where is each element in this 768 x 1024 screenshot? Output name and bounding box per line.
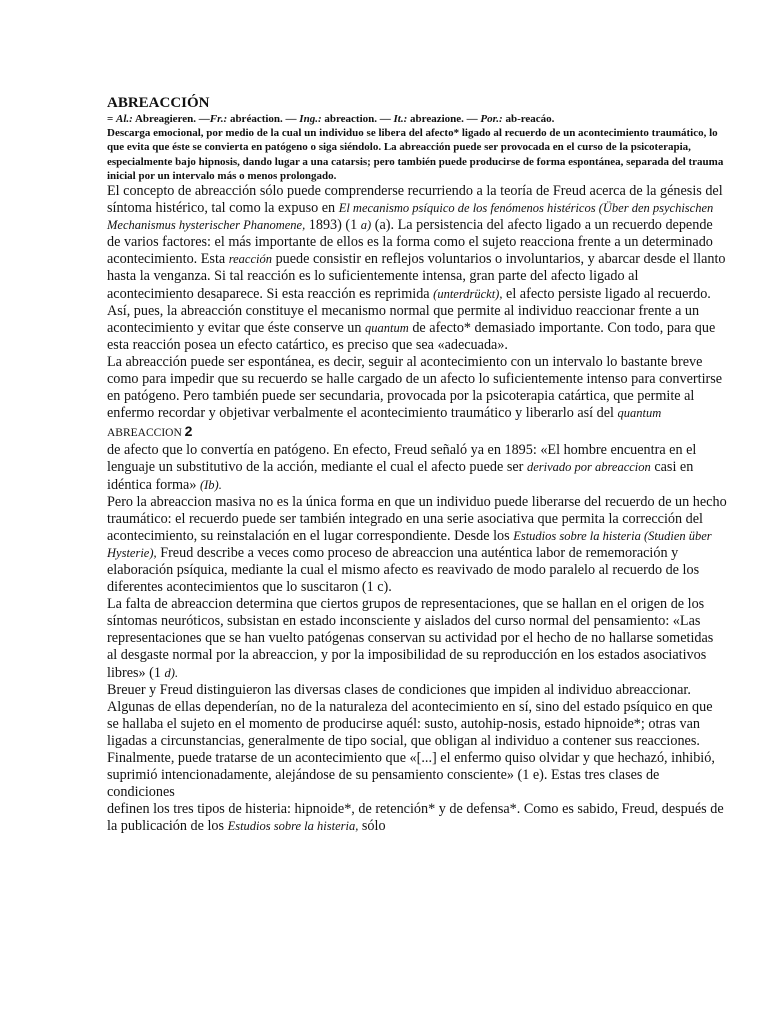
text-run: puede consistir en reflejos voluntarios o involuntarios, y abarcar desde el llanto hasta la venganza. Si tal reacción es lo suficientemente intensa, gran parte del afecto ligado al acontecimiento desaparece. Si esta reacción es reprimida: [107, 251, 726, 302]
translation-ing: abreaction. —: [321, 113, 394, 125]
italic-run: d).: [164, 665, 179, 680]
document-page: [107, 94, 727, 835]
italic-run: a): [360, 218, 372, 233]
entry-header: [107, 112, 727, 183]
paragraph: [107, 442, 727, 493]
text-run: 1893) (1: [305, 217, 361, 234]
translation-por: ab-reacáo.: [502, 113, 555, 125]
translations-line: [107, 112, 727, 126]
translation-fr: abréaction. —: [227, 113, 300, 125]
paragraph: [107, 303, 727, 354]
text-run: casi en idéntica forma»: [107, 459, 694, 493]
paragraph: [107, 354, 727, 422]
page-marker: [107, 422, 727, 442]
lang-label-al: Al.:: [116, 113, 133, 125]
text-run: El concepto de abreacción sólo puede comprenderse recurriendo a la teoría de Freud acerca de la génesis del síntoma histérico, tal como la expuso en: [107, 183, 723, 217]
paragraph: [107, 682, 727, 802]
italic-run: Estudios sobre la histeria (Studien über Hysterie),: [107, 528, 712, 560]
italic-run: quantum: [365, 320, 409, 335]
lang-label-fr: Fr.:: [209, 113, 228, 125]
text-run: Pero la abreaccion masiva no es la única forma en que un individuo puede liberarse del recuerdo de un hecho traumático: el recuerdo puede ser también integrado en una serie asociativa que permita la corrección del acontecimiento, su reinstalación en el lugar correspondiente. Desde los: [107, 493, 727, 544]
body-text: [107, 183, 727, 835]
text-run: Breuer y Freud distinguieron las diversas clases de condiciones que impiden al individuo abreaccionar. Algunas de ellas dependerían, no de la naturaleza del acontecimiento en sí, sino del estado psíquico en que se hallaba el sujeto en el momento de producirse aquél: susto, autohip-nosis, estado hipnoide*; otras van ligadas a circunstancias, generalmente de tipo social, que obligan al individuo a contener sus reacciones. Finalmente, puede tratarse de un acontecimiento que «[...] el enfermo quiso olvidar y que hechazó, inhibió, suprimió intencionadamente, alejándose de su pensamiento consciente» (1 e). Estas tres clases de condiciones: [107, 681, 715, 801]
entry-definition: Descarga emocional, por medio de la cual un individuo se libera del afecto* ligado al recuerdo de un acontecimiento traumático, lo que evita que éste se convierta en patógeno o siga siéndolo. La abreacción puede ser provocada en el curso de la psicoterapia, especialmente bajo hipnosis, dando lugar a una catarsis; pero también puede producirse de forma espontánea, separada del trauma inicial por un intervalo más o menos prolongado.: [107, 127, 724, 182]
italic-run: reacción: [228, 252, 273, 267]
translation-it: abreazione. —: [407, 113, 481, 125]
text-run: el afecto persiste ligado al recuerdo.: [502, 285, 711, 302]
paragraph: [107, 596, 727, 681]
paragraph: [107, 494, 727, 597]
italic-run: quantum: [617, 406, 662, 421]
lang-label-por: Por.:: [480, 113, 503, 125]
text-run: de afecto* demasiado importante. Con todo, para que esta reacción posea un efecto catártico, es preciso que sea «adecuada».: [107, 319, 716, 353]
text-run: de afecto que lo convertía en patógeno. En efecto, Freud señaló ya en 1895: «El hombre encuentra en el lenguaje un substitutivo de la acción, mediante el cual el afecto puede ser: [107, 442, 697, 476]
lang-label-it: It.:: [393, 113, 408, 125]
text-run: (a). La persistencia del afecto ligado a un recuerdo depende de varios factores: el más importante de ellos es la forma como el sujeto reacciona frente a un determinado acontecimiento. Esta: [107, 217, 713, 268]
text-run: La falta de abreaccion determina que ciertos grupos de representaciones, que se hallan en el origen de los síntomas neuróticos, subsistan en estado inconsciente y aislados del curso normal del pensamiento: «Las representaciones que se han vuelto patógenas conservan su actividad por el hecho de no hallarse sometidas al desgaste normal por la abreaccion, y por la imposibilidad de su reproducción en los estados asociativos libres» (1: [107, 596, 714, 681]
text-run: sólo: [358, 818, 386, 835]
italic-run: Estudios sobre la histeria,: [227, 819, 359, 834]
italic-run: (Ib).: [199, 477, 222, 492]
translation-al: Abreagieren. —: [132, 113, 210, 125]
text-run: definen los tres tipos de histeria: hipnoide*, de retención* y de defensa*. Como es sabido, Freud, después de la publicación de los: [107, 801, 724, 835]
italic-run: derivado por abreaccion: [526, 460, 651, 475]
text-run: La abreacción puede ser espontánea, es decir, seguir al acontecimiento con un intervalo lo bastante breve como para impedir que su recuerdo se halle cargado de un afecto lo suficientemente intenso para convertirse en patógeno. Pero también puede ser secundaria, provocada por la psicoterapia catártica, que permite al enfermo recordar y objetivar verbalmente el acontecimiento traumático y liberarlo así del: [107, 353, 723, 422]
page-number: 2: [184, 423, 193, 440]
lang-label-ing: Ing.:: [299, 113, 322, 125]
italic-run: (unterdrückt),: [433, 286, 503, 301]
paragraph: [107, 183, 727, 303]
running-header: ABREACCION: [107, 427, 182, 440]
translation-prefix: =: [107, 113, 117, 125]
entry-title: ABREACCIÓN: [107, 95, 210, 111]
paragraph: [107, 801, 727, 835]
text-run: Freud describe a veces como proceso de abreaccion una auténtica labor de rememoración y elaboración psíquica, mediante la cual el mismo afecto es reavivado de modo paralelo al recuerdo de los diferentes acontecimientos que lo suscitaron (1 c).: [107, 544, 700, 596]
italic-run: El mecanismo psíquico de los fenómenos histéricos (Über den psychischen Mechanismus hysterischer Phanomene,: [107, 201, 714, 233]
text-run: Así, pues, la abreacción constituye el mecanismo normal que permite al individuo reaccionar frente a un acontecimiento y evitar que éste conserve un: [107, 302, 700, 336]
